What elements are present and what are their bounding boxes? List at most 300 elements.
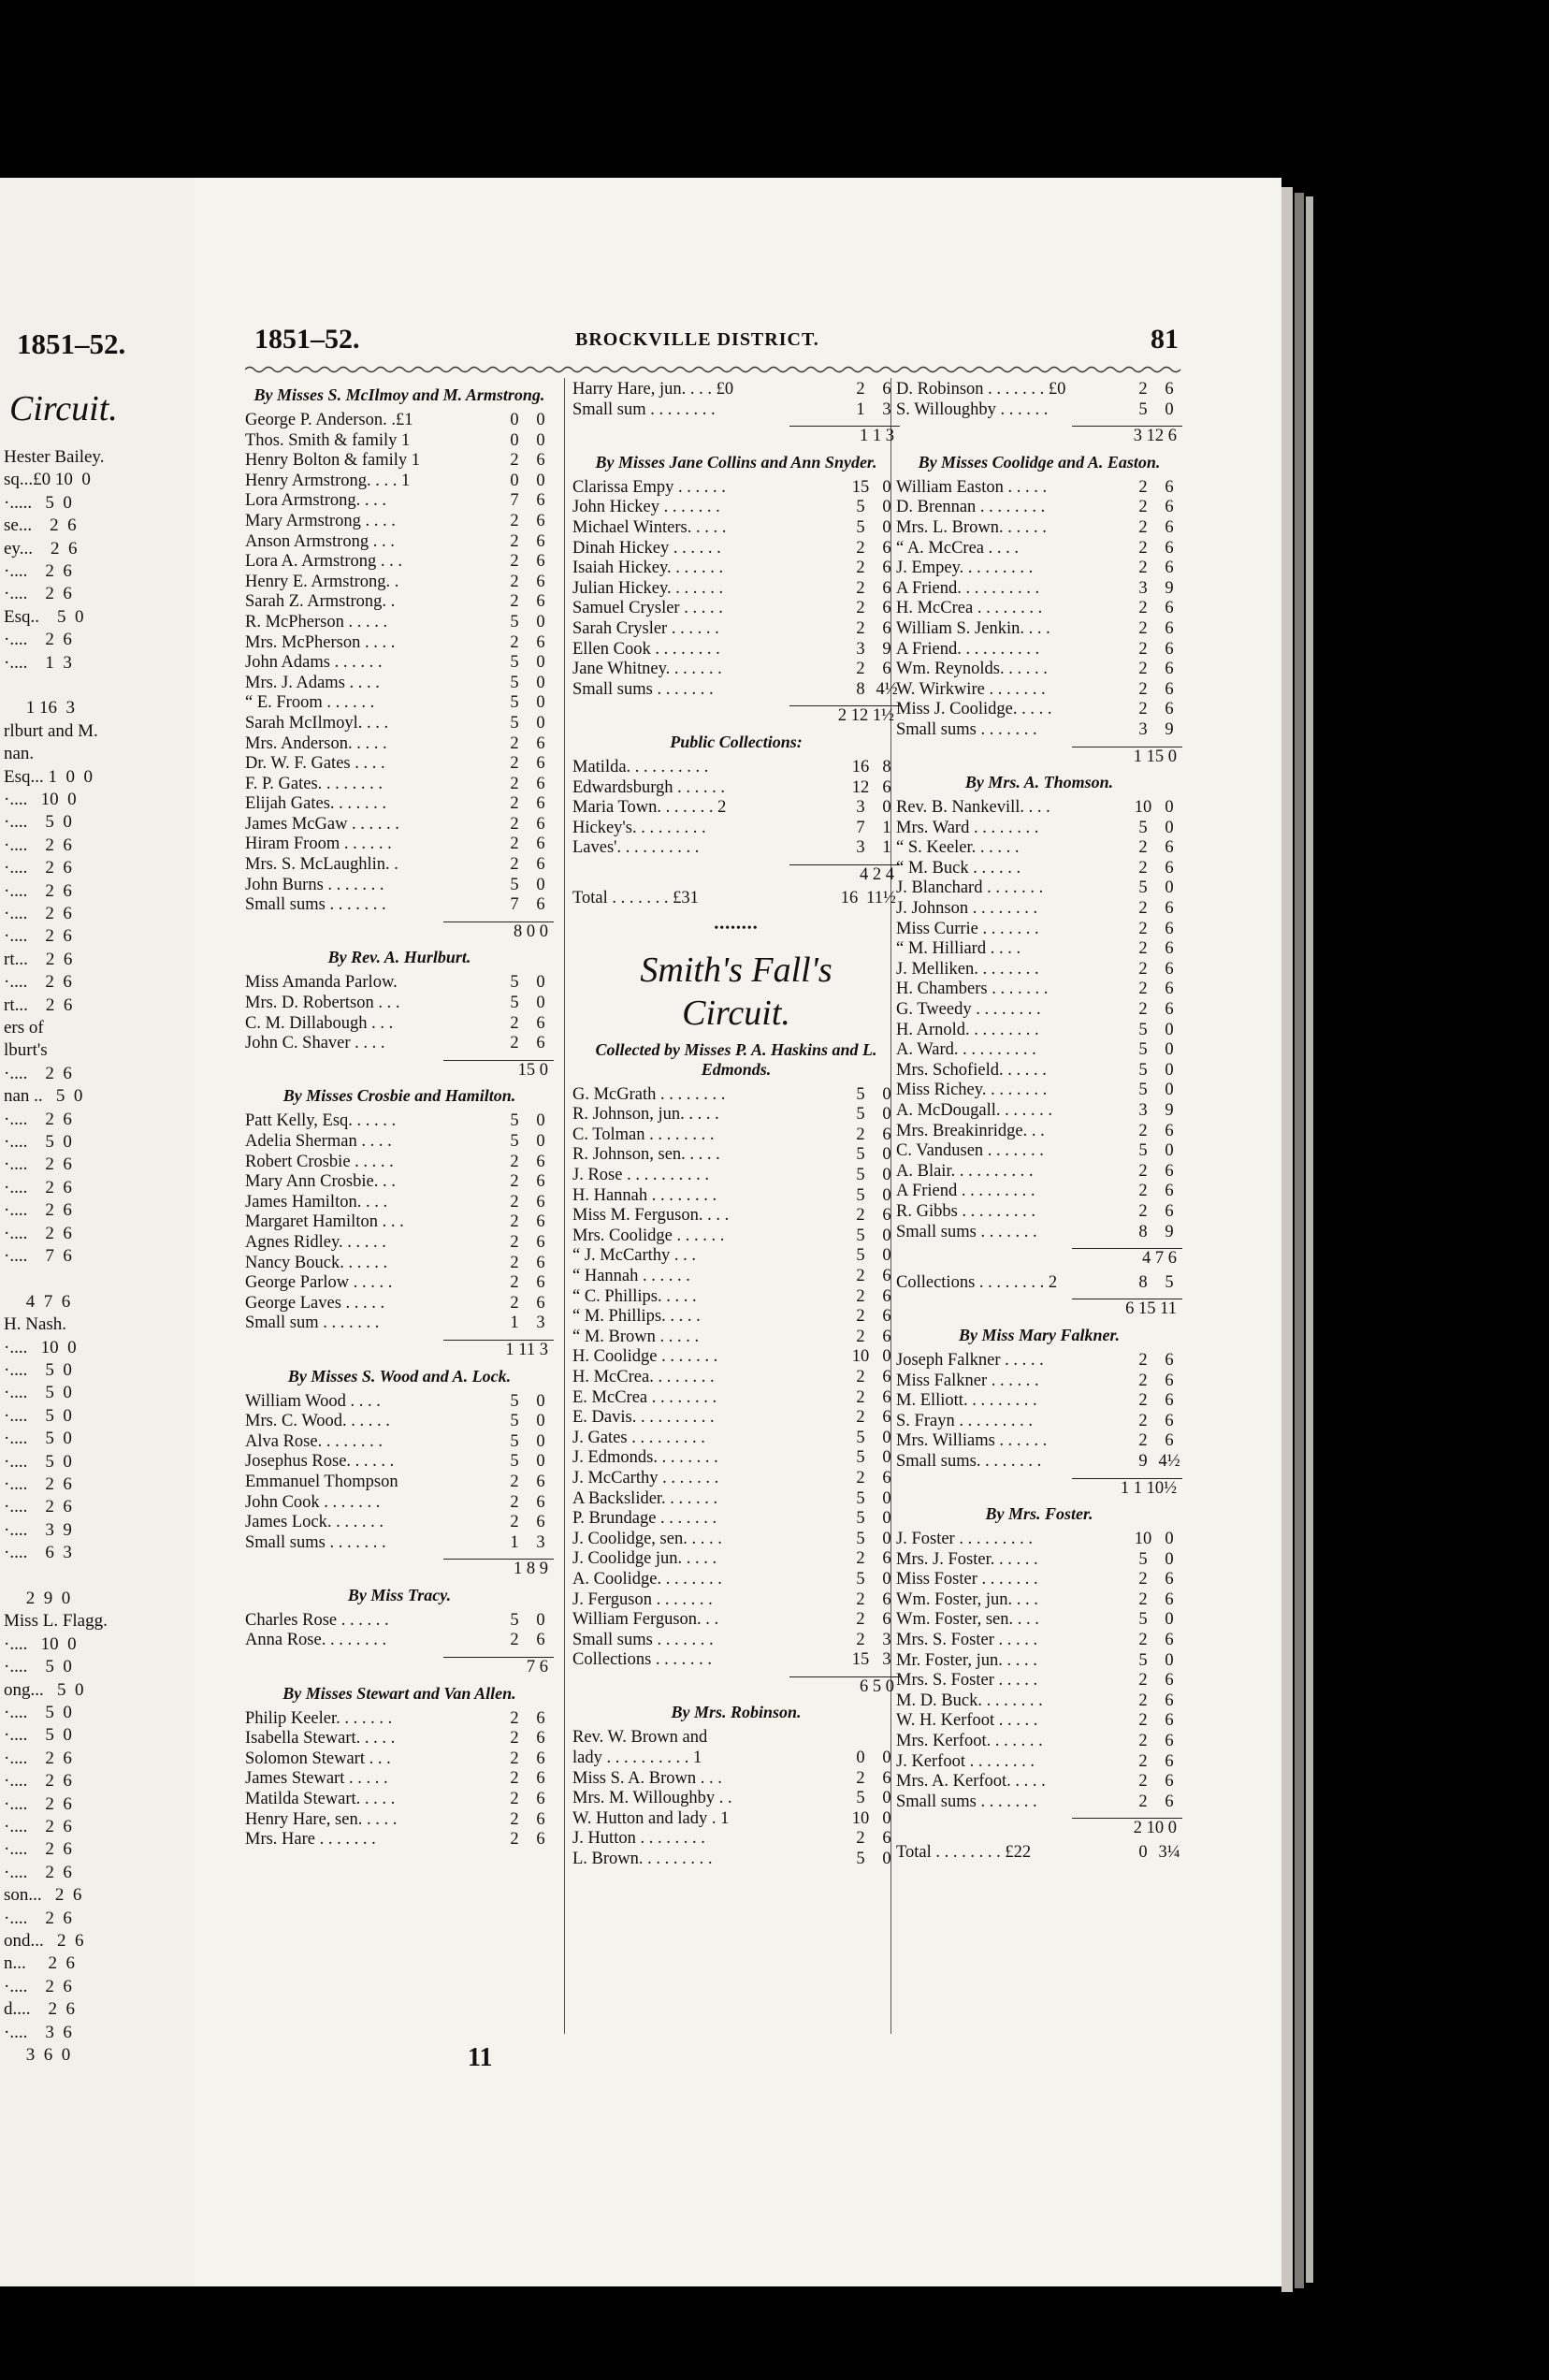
- entry-name: W. Hutton and lady . 1: [572, 1808, 730, 1828]
- entry-name: Small sums. . . . . . . .: [896, 1451, 1042, 1471]
- entry-row: [245, 1212, 554, 1233]
- entry-pence: 6: [882, 1286, 891, 1306]
- entry-pence: 0: [882, 1428, 891, 1447]
- entry-name: J. Johnson . . . . . . . .: [896, 899, 1038, 919]
- entry-shillings: 0: [510, 411, 519, 429]
- entry-row: [245, 834, 554, 855]
- entry-shillings: 5: [510, 1610, 519, 1630]
- header-rule: [245, 363, 1182, 376]
- entry-row: [896, 478, 1182, 499]
- entry-row: [572, 1530, 900, 1550]
- entry-shillings: 2: [856, 1549, 865, 1569]
- entry-name: Mrs. M. Willoughby . .: [572, 1789, 732, 1808]
- entry-shillings: 2: [1138, 517, 1148, 537]
- entry-name: John C. Shaver . . . .: [245, 1034, 385, 1053]
- entry-row: [896, 1162, 1182, 1183]
- entry-name: Mrs. J. Foster. . . . . .: [896, 1549, 1038, 1569]
- entry-pence: 1: [882, 838, 891, 858]
- entry-name: A. McDougall. . . . . . .: [896, 1101, 1052, 1120]
- facing-page-line: ·.... 2 6: [4, 926, 72, 947]
- entry-pence: 6: [882, 660, 891, 679]
- subtotal: 2 10 0: [1072, 1818, 1182, 1839]
- facing-page-line: 4 7 6: [4, 1291, 71, 1312]
- subscription-heading: By Mrs. Robinson.: [671, 1703, 802, 1722]
- entry-name: C. Vandusen . . . . . . .: [896, 1141, 1044, 1161]
- entry-shillings: 2: [510, 834, 519, 854]
- facing-page-line: ·.... 5 0: [4, 1725, 72, 1746]
- entry-row: [572, 400, 900, 421]
- entry-name: James McGaw . . . . . .: [245, 814, 399, 834]
- entry-pence: 0: [536, 1412, 545, 1431]
- entry-shillings: 2: [1138, 838, 1148, 858]
- entry-shillings: 5: [510, 973, 519, 993]
- entry-shillings: 2: [510, 1830, 519, 1850]
- entry-shillings: 15: [851, 477, 870, 497]
- entry-shillings: 0: [510, 471, 519, 490]
- entry-row: [572, 1549, 900, 1570]
- entry-name: Dr. W. F. Gates . . . .: [245, 754, 385, 774]
- entry-pence: 0: [536, 1431, 545, 1451]
- entry-pence: 6: [536, 1212, 545, 1232]
- entry-shillings: 2: [1138, 1431, 1148, 1451]
- entry-pence: 6: [882, 1307, 891, 1327]
- entry-pence: 6: [1165, 1350, 1174, 1370]
- facing-page-line: ·.... 2 6: [4, 584, 72, 604]
- signature-mark: 11: [468, 2043, 493, 2072]
- entry-shillings: 2: [510, 814, 519, 834]
- entry-shillings: 2: [1138, 1161, 1148, 1181]
- entry-name: J. Hutton . . . . . . . .: [572, 1829, 705, 1849]
- facing-page-line: ·.... 2 6: [4, 1223, 72, 1243]
- facing-page-line: ·.... 10 0: [4, 790, 77, 809]
- entry-name: Miss Foster . . . . . . .: [896, 1570, 1038, 1589]
- entry-shillings: 2: [856, 599, 865, 618]
- entry-pence: 6: [536, 1472, 545, 1491]
- entry-row: [896, 1081, 1182, 1101]
- entry-pence: 6: [882, 380, 891, 399]
- entry-shillings: 2: [510, 552, 519, 572]
- entry-row: [245, 491, 554, 512]
- entry-name: Small sums . . . . . . .: [245, 895, 386, 915]
- entry-name: Mary Armstrong . . . .: [245, 511, 396, 530]
- entry-name: M. Elliott. . . . . . . . .: [896, 1391, 1037, 1411]
- entry-pence: 6: [536, 511, 545, 530]
- entry-shillings: 2: [510, 1172, 519, 1192]
- entry-pence: 6: [536, 592, 545, 612]
- entry-pence: 6: [882, 1367, 891, 1386]
- facing-page-line: ·.... 7 6: [4, 1246, 72, 1266]
- entry-pence: 6: [1165, 1182, 1174, 1201]
- entry-shillings: 2: [1138, 559, 1148, 578]
- entry-shillings: 2: [510, 1790, 519, 1809]
- entry-row: [896, 680, 1182, 701]
- entry-pence: 6: [1165, 1391, 1174, 1411]
- facing-page-line: ·.... 5 0: [4, 1360, 72, 1380]
- entry-pence: 0: [882, 517, 891, 537]
- entry-name: Mary Ann Crosbie. . .: [245, 1172, 396, 1192]
- entry-row: [245, 876, 554, 896]
- entry-name: Alva Rose. . . . . . . .: [245, 1431, 383, 1451]
- facing-page-line: ·.... 2 6: [4, 1976, 72, 1996]
- entry-row: [572, 778, 900, 799]
- entry-shillings: 5: [510, 713, 519, 733]
- entry-pence: 6: [536, 1790, 545, 1809]
- entry-pence: 0: [536, 1610, 545, 1630]
- entry-row: [896, 899, 1182, 920]
- entry-shillings: 16: [851, 757, 870, 776]
- subtotal: 7 6: [443, 1657, 554, 1678]
- entry-row: [245, 573, 554, 593]
- subscription-heading: By Misses S. Wood and A. Lock.: [287, 1366, 512, 1386]
- entry-pence: 6: [882, 1408, 891, 1428]
- entry-pence: 6: [536, 1513, 545, 1532]
- entry-shillings: 2: [1138, 959, 1148, 979]
- facing-page-circuit: Circuit.: [9, 389, 118, 428]
- entry-pence: 6: [882, 618, 891, 638]
- entry-pence: 6: [536, 552, 545, 572]
- entry-row: [572, 498, 900, 518]
- entry-pence: 6: [882, 1327, 891, 1346]
- entry-row: [245, 1273, 554, 1294]
- entry-name: Small sums . . . . . . .: [896, 1222, 1037, 1241]
- entry-shillings: 5: [510, 612, 519, 631]
- entry-shillings: 2: [856, 1367, 865, 1386]
- entry-shillings: 5: [856, 1850, 865, 1869]
- entry-pence: 6: [1165, 939, 1174, 959]
- subtotal: 4 2 4: [789, 864, 900, 886]
- entry-row: [896, 1351, 1182, 1371]
- entry-pence: 6: [1165, 639, 1174, 659]
- facing-page-line: ·.... 10 0: [4, 1633, 77, 1654]
- entry-name: “ M. Phillips. . . . .: [572, 1307, 701, 1327]
- entry-shillings: 2: [856, 1589, 865, 1609]
- facing-page: [0, 178, 208, 2286]
- subtotal: 1 15 0: [1072, 747, 1182, 768]
- entry-pence: 6: [882, 599, 891, 618]
- entry-row: [896, 838, 1182, 859]
- entry-row: [245, 1749, 554, 1770]
- entry-pence: 6: [1165, 1732, 1174, 1751]
- entry-name: Samuel Crysler . . . . .: [572, 599, 723, 618]
- circuit-title-line: Circuit.: [682, 993, 790, 1033]
- entry-shillings: 5: [1138, 1141, 1148, 1161]
- entry-row: [896, 660, 1182, 680]
- entry-name: “ M. Brown . . . . .: [572, 1327, 700, 1346]
- entry-name: Maria Town. . . . . . . 2: [572, 798, 727, 818]
- entry-name: A Friend . . . . . . . . .: [896, 1182, 1035, 1201]
- entry-shillings: 5: [856, 1166, 865, 1185]
- entry-name: Hickey's. . . . . . . . .: [572, 818, 706, 837]
- entry-name: Small sums . . . . . . .: [572, 1630, 714, 1649]
- entry-shillings: 2: [510, 1769, 519, 1789]
- entry-shillings: 2: [510, 1293, 519, 1313]
- entry-name: D. Robinson . . . . . . . £0: [896, 380, 1066, 399]
- entry-pence: 6: [1165, 1000, 1174, 1020]
- entry-shillings: 2: [856, 1610, 865, 1630]
- entry-pence: 0: [1165, 1610, 1174, 1630]
- entry-row: [245, 1790, 554, 1810]
- facing-page-line: ong... 5 0: [4, 1679, 84, 1700]
- facing-page-line: ·.... 2 6: [4, 630, 72, 650]
- entry-row: [245, 512, 554, 532]
- entry-pence: 6: [536, 1273, 545, 1293]
- entry-row: [572, 1206, 900, 1226]
- entry-shillings: 5: [1138, 1040, 1148, 1060]
- entry-pence: 0: [536, 875, 545, 894]
- column-1: [245, 380, 554, 1850]
- circuit-title: [572, 949, 900, 1035]
- entry-name: Sarah Z. Armstrong. .: [245, 592, 396, 612]
- entry-name: Small sums . . . . . . .: [896, 1792, 1037, 1811]
- entry-pence: 6: [882, 1267, 891, 1285]
- entry-pence: 6: [536, 754, 545, 774]
- subtotal: 8 0 0: [443, 922, 554, 943]
- entry-shillings: 3: [856, 838, 865, 858]
- entry-shillings: 5: [1138, 1610, 1148, 1630]
- entry-shillings: 5: [856, 1509, 865, 1529]
- entry-shillings: 2: [510, 1273, 519, 1293]
- entry-row: [896, 1651, 1182, 1672]
- entry-pence: 6: [536, 632, 545, 652]
- entry-shillings: 2: [510, 451, 519, 471]
- facing-page-line: nan.: [4, 744, 35, 764]
- facing-page-line: Miss L. Flagg.: [4, 1611, 108, 1632]
- entry-name: A Backslider. . . . . . .: [572, 1488, 718, 1508]
- entry-pence: 6: [536, 1830, 545, 1850]
- entry-row: [896, 878, 1182, 899]
- entry-pence: 0: [1165, 1141, 1174, 1161]
- entry-row: [896, 1202, 1182, 1223]
- entry-pence: 0: [882, 1569, 891, 1589]
- entry-pence: 6: [536, 855, 545, 875]
- entry-name: J. Coolidge jun. . . . .: [572, 1549, 717, 1569]
- entry-pence: 0: [882, 1808, 891, 1828]
- entry-name: S. Frayn . . . . . . . . .: [896, 1411, 1033, 1430]
- entry-pence: 0: [882, 1347, 891, 1367]
- entry-shillings: 5: [510, 875, 519, 894]
- facing-page-line: lburt's: [4, 1040, 48, 1061]
- entry-row: [572, 1570, 900, 1590]
- entry-name: Mrs. D. Robertson . . .: [245, 994, 400, 1013]
- entry-shillings: 2: [510, 1212, 519, 1232]
- entry-shillings: 9: [1138, 1451, 1148, 1471]
- entry-pence: 9: [1165, 578, 1174, 598]
- entry-shillings: 2: [1138, 477, 1148, 497]
- facing-page-line: ·.... 2 6: [4, 858, 72, 878]
- entry-pence: 0: [1165, 1060, 1174, 1080]
- entry-shillings: 5: [1138, 1020, 1148, 1039]
- entry-row: [572, 1105, 900, 1125]
- entry-pence: 6: [1165, 1371, 1174, 1390]
- entry-shillings: 2: [1138, 660, 1148, 679]
- ornament: ••••••••: [714, 922, 759, 936]
- entry-row: [572, 1728, 900, 1749]
- entry-pence: 6: [1165, 838, 1174, 858]
- entry-name: Emmanuel Thompson: [245, 1472, 398, 1491]
- entry-name: H. McCrea. . . . . . . .: [572, 1367, 715, 1386]
- entry-name: George P. Anderson. .£1: [245, 411, 413, 429]
- entry-pence: 9: [1165, 719, 1174, 739]
- entry-row: [896, 920, 1182, 940]
- entry-row: [572, 1469, 900, 1489]
- entry-name: Agnes Ridley. . . . . .: [245, 1232, 386, 1252]
- entry-shillings: 2: [1138, 1350, 1148, 1370]
- entry-pence: 6: [1165, 1589, 1174, 1609]
- entry-pence: 6: [1165, 1411, 1174, 1430]
- entry-pence: 6: [536, 1232, 545, 1252]
- facing-page-line: ·..... 5 0: [4, 492, 72, 513]
- facing-page-line: ·.... 3 9: [4, 1519, 72, 1540]
- entry-row: [245, 1153, 554, 1173]
- entry-shillings: 5: [856, 1789, 865, 1808]
- entry-name: Mr. Foster, jun. . . . .: [896, 1650, 1037, 1670]
- entry-name: Mrs. Coolidge . . . . . .: [572, 1226, 725, 1245]
- entry-shillings: 2: [1138, 498, 1148, 517]
- entry-row: [896, 960, 1182, 980]
- facing-page-line: ·.... 2 6: [4, 1177, 72, 1197]
- entry-name: William S. Jenkin. . . .: [896, 618, 1050, 638]
- entry-shillings: 2: [510, 1631, 519, 1650]
- entry-pence: 6: [536, 1172, 545, 1192]
- entry-shillings: 2: [1138, 1201, 1148, 1221]
- entry-name: J. Rose . . . . . . . . . .: [572, 1166, 709, 1185]
- entry-row: [572, 559, 900, 579]
- facing-page-line: ·.... 2 6: [4, 834, 72, 855]
- entry-pence: 6: [1165, 1751, 1174, 1771]
- entry-name: Henry Armstrong. . . . 1: [245, 471, 411, 490]
- entry-row: [896, 1752, 1182, 1773]
- entry-shillings: 2: [1138, 599, 1148, 618]
- entry-name: James Lock. . . . . . .: [245, 1513, 384, 1532]
- entry-pence: 11½: [866, 889, 896, 908]
- entry-pence: 6: [1165, 1792, 1174, 1811]
- facing-page-line: 1 16 3: [4, 698, 75, 718]
- entry-name: W. H. Kerfoot . . . . .: [896, 1711, 1038, 1731]
- entry-row: [245, 794, 554, 815]
- entry-name: Mrs. Ward . . . . . . . .: [896, 818, 1039, 837]
- entry-row: [572, 1328, 900, 1348]
- entry-name: Mrs. C. Wood. . . . . .: [245, 1412, 390, 1431]
- entry-name: Margaret Hamilton . . .: [245, 1212, 404, 1232]
- entry-row: [245, 472, 554, 492]
- entry-name: Mrs. S. Foster . . . . .: [896, 1631, 1038, 1650]
- entry-row: [572, 1347, 900, 1368]
- entry-pence: 6: [1165, 599, 1174, 618]
- entry-name: Collections . . . . . . .: [572, 1650, 713, 1670]
- entry-shillings: 2: [1138, 618, 1148, 638]
- entry-shillings: 2: [856, 1206, 865, 1226]
- entry-row: [245, 1111, 554, 1132]
- entry-pence: 6: [536, 1293, 545, 1313]
- subtotal: 2 12 1½: [789, 705, 900, 727]
- entry-name: Matilda. . . . . . . . . .: [572, 757, 709, 776]
- entry-shillings: 2: [856, 559, 865, 578]
- entry-shillings: 5: [510, 1391, 519, 1411]
- entry-name: C. Tolman . . . . . . . .: [572, 1125, 715, 1144]
- entry-row: [245, 653, 554, 674]
- entry-row: [896, 1772, 1182, 1792]
- entry-pence: 0: [1165, 1020, 1174, 1039]
- entry-pence: 6: [1165, 700, 1174, 719]
- entry-name: “ E. Froom . . . . . .: [245, 693, 375, 713]
- entry-row: [572, 1749, 900, 1769]
- entry-row: [245, 1313, 554, 1334]
- subtotal: 6 5 0: [789, 1676, 900, 1698]
- facing-page-line: ·.... 2 6: [4, 1817, 72, 1836]
- entry-shillings: 2: [510, 1749, 519, 1768]
- subscription-heading: By Mrs. A. Thomson.: [964, 773, 1114, 792]
- entry-name: H. Chambers . . . . . . .: [896, 980, 1049, 999]
- entry-row: [245, 1513, 554, 1533]
- entry-row: [896, 518, 1182, 539]
- facing-page-line: ey... 2 6: [4, 538, 78, 559]
- entry-shillings: 2: [1138, 380, 1148, 399]
- entry-row: [896, 400, 1182, 421]
- entry-row: [572, 1085, 900, 1106]
- entry-row: [572, 1610, 900, 1631]
- subscription-heading: Collected by Misses P. A. Haskins and L. Edmonds.: [595, 1039, 877, 1079]
- entry-name: C. M. Dillabough . . .: [245, 1013, 394, 1033]
- entry-name: Mrs. L. Brown. . . . . .: [896, 517, 1047, 537]
- entry-name: J. McCarthy . . . . . . .: [572, 1468, 719, 1488]
- subscription-heading: By Miss Tracy.: [347, 1585, 452, 1604]
- entry-shillings: 8: [1138, 1272, 1148, 1292]
- entry-pence: 6: [1165, 1691, 1174, 1710]
- page-edge: [1306, 196, 1313, 2283]
- entry-row: [896, 1711, 1182, 1732]
- entry-name: Patt Kelly, Esq. . . . . .: [245, 1111, 397, 1131]
- facing-page-line: rlburt and M.: [4, 720, 98, 741]
- entry-row: [245, 532, 554, 553]
- entry-shillings: 2: [510, 531, 519, 551]
- entry-name: Mrs. S. Foster . . . . .: [896, 1671, 1038, 1691]
- entry-shillings: 5: [1138, 1549, 1148, 1569]
- entry-shillings: 5: [510, 1431, 519, 1451]
- entry-row: [572, 889, 900, 909]
- facing-page-line: ·.... 2 6: [4, 1109, 72, 1129]
- entry-shillings: 2: [856, 1307, 865, 1327]
- entry-shillings: 1: [510, 1313, 519, 1333]
- entry-row: [572, 1186, 900, 1207]
- entry-pence: 6: [1165, 477, 1174, 497]
- entry-row: [245, 754, 554, 775]
- entry-pence: 0: [1165, 1530, 1174, 1549]
- entry-shillings: 2: [1138, 1182, 1148, 1201]
- entry-shillings: 7: [510, 895, 519, 915]
- entry-pence: 6: [1165, 660, 1174, 679]
- entry-name: John Cook . . . . . . .: [245, 1492, 381, 1512]
- entry-shillings: 0: [510, 430, 519, 450]
- entry-row: [572, 758, 900, 778]
- entry-name: George Parlow . . . . .: [245, 1273, 393, 1293]
- entry-pence: 0: [536, 973, 545, 993]
- entry-shillings: 10: [851, 1808, 870, 1828]
- entry-row: [896, 1122, 1182, 1142]
- entry-shillings: 2: [510, 1809, 519, 1829]
- entry-row: [896, 819, 1182, 839]
- entry-name: A Friend. . . . . . . . . .: [896, 639, 1040, 659]
- entry-row: [896, 700, 1182, 720]
- entry-shillings: 2: [510, 592, 519, 612]
- column-2: [572, 380, 900, 1870]
- entry-name: Henry Bolton & family 1: [245, 451, 421, 471]
- entry-shillings: 5: [856, 1488, 865, 1508]
- entry-row: [572, 539, 900, 559]
- entry-pence: 6: [1165, 1431, 1174, 1451]
- entry-row: [245, 1014, 554, 1035]
- entry-pence: 6: [536, 794, 545, 814]
- entry-name: Isabella Stewart. . . . .: [245, 1729, 396, 1749]
